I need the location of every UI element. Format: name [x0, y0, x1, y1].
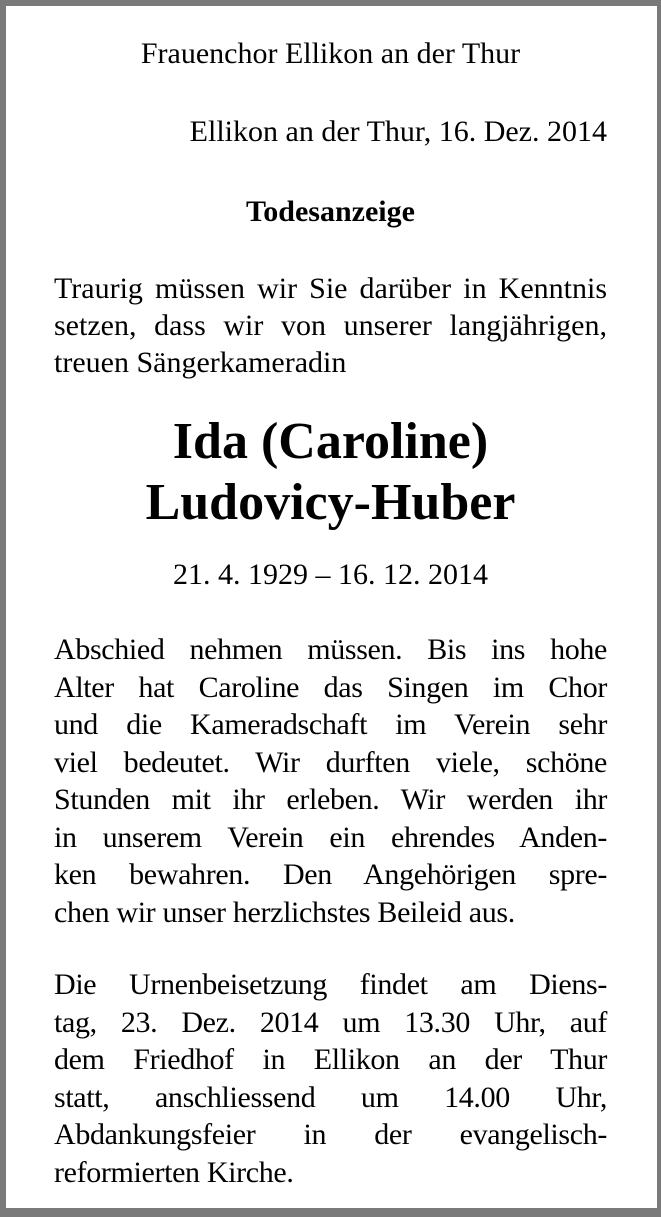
farewell-line: Stunden mit ihr erleben. Wir werden ihr — [54, 783, 607, 816]
intro-paragraph: Traurig müssen wir Sie darüber in Kenntnis setzen, dass wir von unserer langjährigen, treuen Sängerkameradin — [54, 272, 607, 379]
burial-line: statt, anschliessend um 14.00 Uhr, — [54, 1080, 607, 1114]
farewell-line: in unserem Verein ein ehrendes Anden- — [54, 820, 607, 854]
farewell-line: chen wir unser herzlichstes Beileid aus. — [54, 895, 515, 929]
deceased-name — [54, 411, 607, 533]
farewell-line: viel bedeutet. Wir durften viele, schöne — [54, 745, 607, 779]
deceased-name-line-2: Ludovicy-Huber — [145, 474, 516, 531]
burial-line: Abdankungsfeier in der evangelisch- — [54, 1118, 607, 1151]
farewell-line: ken bewahren. Den Angehörigen spre- — [54, 858, 607, 891]
organization-name: Frauenchor Ellikon an der Thur — [140, 37, 521, 70]
burial-line: tag, 23. Dez. 2014 um 13.30 Uhr, auf — [54, 1005, 607, 1039]
farewell-paragraph — [54, 631, 607, 931]
farewell-line: Abschied nehmen müssen. Bis ins hohe — [54, 633, 607, 666]
burial-line: dem Friedhof in Ellikon an der Thur — [54, 1043, 607, 1076]
burial-line: Die Urnenbeisetzung findet am Diens- — [54, 968, 607, 1001]
farewell-line: Alter hat Caroline das Singen im Chor — [54, 670, 607, 704]
farewell-line: und die Kameradschaft im Verein sehr — [54, 708, 607, 741]
place-and-date: Ellikon an der Thur, 16. Dez. 2014 — [189, 115, 607, 148]
burial-line: reformierten Kirche. — [54, 1155, 294, 1189]
life-dates: 21. 4. 1929 – 16. 12. 2014 — [173, 558, 488, 591]
burial-paragraph — [54, 966, 607, 1191]
notice-heading: Todesanzeige — [246, 195, 415, 228]
deceased-name-line-1: Ida (Caroline) — [172, 413, 489, 470]
obituary-notice — [54, 34, 607, 1191]
